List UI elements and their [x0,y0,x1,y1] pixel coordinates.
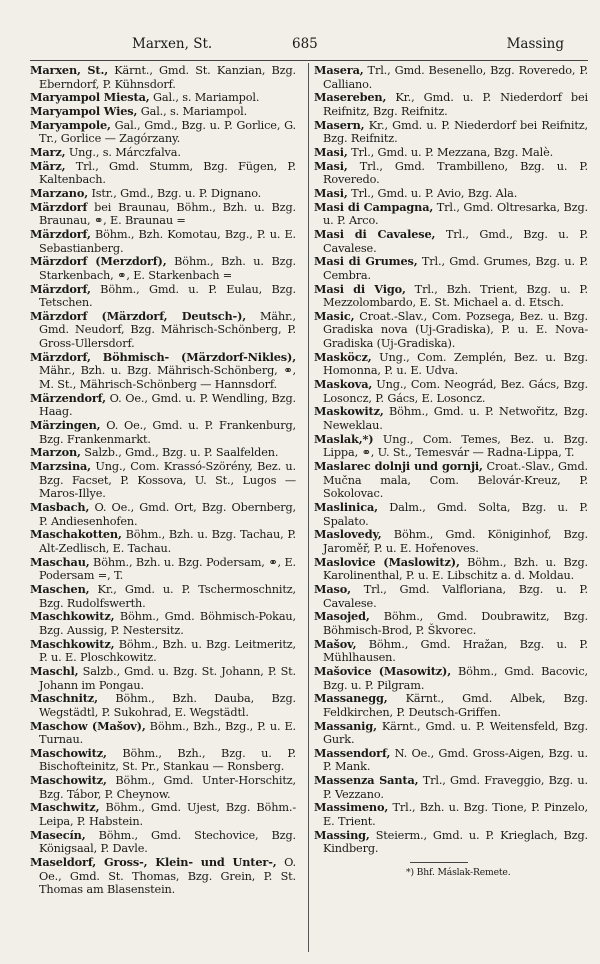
gazetteer-entry [314,255,588,282]
entry-description: Mähr., Gmd. Neudorf, Bzg. Mährisch-Schönberg, P. Gross-Ullersdorf. [39,309,296,351]
entry-description: Salzb., Gmd., Bzg. u. P. Saalfelden. [80,446,279,460]
entry-description: N. Oe., Gmd. Gross-Aigen, Bzg. u. P. Mank. [323,746,588,774]
entry-description: Trl., Bzh. Trient, Bzg. u. P. Mezzolombardo, E. St. Michael a. d. Etsch. [323,282,588,310]
entry-description: Kr., Gmd. u. P. Niederdorf bei Reifnitz, Bzg. Reifnitz. [323,91,588,118]
entry-name: Maschowitz, [30,745,107,760]
gazetteer-entry [314,747,588,774]
entry-name: Marz, [30,144,66,159]
entry-name: Masi, [314,144,348,159]
gazetteer-entry [314,351,588,378]
entry-description: Böhm., Gmd. Königinhof, Bzg. Jaroměř, P. u. E. Hořenoves. [323,528,588,555]
entry-name: Masi di Campagna, [314,199,434,214]
gazetteer-entry [30,105,296,119]
entry-description: Trl., Gmd. Grumes, Bzg. u. P. Cembra. [323,255,588,282]
entry-name: Märzdorf [30,199,88,214]
gazetteer-entry [314,829,588,856]
entry-name: Maslinica, [314,500,378,514]
gazetteer-entry [314,310,588,351]
entry-description: Böhm., Gmd. Doubrawitz, Bzg. Böhmisch-Brod, P. Škvorec. [323,610,588,637]
entry-name: Märzingen, [30,418,101,433]
right-column-entries [314,64,588,856]
entry-description: Gal., s. Mariampol. [137,104,248,118]
entry-name: Maskova, [314,377,373,392]
entry-description: Croat.-Slav., Com. Pozsega, Bez. u. Bzg. Gradiska nova (Uj-Gradiska), P. u. E. Nova-Gradiska (Uj-Gradiska). [323,309,588,351]
entry-description: Ung., Com. Krassó-Szörény, Bez. u. Bzg. Facset, P. Kossova, U. St., Lugos — Maros-Illye. [39,460,296,501]
entry-description: Trl., Gmd. Valfloriana, Bzg. u. P. Cavalese. [323,582,588,610]
entry-description: Trl., Gmd., Bzg. u. P. Cavalese. [323,227,589,255]
entry-name: Massing, [314,827,370,842]
gazetteer-entry [314,146,588,160]
entry-description: Trl., Bzh. u. Bzg. Tione, P. Pinzelo, E. Trient. [323,801,588,829]
gazetteer-entry [30,255,296,282]
gazetteer-entry [30,856,296,897]
gazetteer-entry [314,283,588,310]
gazetteer-entry [30,419,296,446]
gazetteer-entry [314,665,588,692]
gazetteer-entry [30,774,296,801]
entry-name: Mašov, [314,636,357,651]
entry-name: Masera, [314,63,364,77]
gazetteer-entry [314,556,588,583]
entry-description: Kärnt., Gmd. St. Kanzian, Bzg. Eberndorf, P. Kühnsdorf. [39,64,296,91]
entry-description: Gal., Gmd., Bzg. u. P. Gorlice, G. Tr., Gorlice — Zagórzany. [39,118,296,146]
entry-name: Maschkowitz, [30,636,115,651]
entry-name: Masojed, [314,609,370,624]
entry-description: Böhm., Bzh. Komotau, Bzg., P. u. E. Sebastianberg. [39,227,296,255]
entry-description: Böhm., Bzh. u. Bzg. Leitmeritz, P. u. E. Ploschkowitz. [39,637,296,665]
entry-name: Masic, [314,308,355,323]
entry-description: Steierm., Gmd. u. P. Krieglach, Bzg. Kindberg. [323,828,588,856]
entry-description: Trl., Gmd. u. P. Avio, Bzg. Ala. [347,186,518,200]
entry-description: Kr., Gmd. u. P. Tschermoschnitz, Bzg. Rudolfswerth. [39,582,296,610]
entry-name: Mašovice (Masowitz), [314,663,452,678]
gazetteer-entry [30,460,296,501]
entry-description: Böhm., Gmd. u. P. Netwořitz, Bzg. Neweklau. [323,405,588,433]
gazetteer-entry [30,446,296,460]
entry-description: Trl., Gmd. Oltresarka, Bzg. u. P. Arco. [323,200,588,228]
entry-description: Böhm., Gmd. Hražan, Bzg. u. P. Mühlhausen. [323,637,588,665]
entry-name: Märzdorf, [30,281,91,296]
entry-name: Marxen, St., [30,63,109,77]
gazetteer-entry [30,201,296,228]
entry-description: Böhm., Gmd. Unter-Horschitz, Bzg. Tábor, P. Cheynow. [39,774,296,801]
gazetteer-entry [30,801,296,828]
gazetteer-entry [314,160,588,187]
entry-name: Maschen, [30,581,90,596]
gazetteer-entry [30,501,296,528]
entry-description: Trl., Gmd. Stumm, Bzg. Fügen, P. Kaltenbach. [39,159,296,187]
gazetteer-entry [30,160,296,187]
entry-name: Marzsina, [30,459,91,474]
gazetteer-entry [30,665,296,692]
entry-description: Böhm., Bzh., Bzg. u. P. Bischofteinitz, St. Pr., Stankau — Ronsberg. [39,746,296,774]
entry-description: O. Oe., Gmd. St. Thomas, Bzg. Grein, P. St. Thomas am Blasenstein. [39,856,296,897]
header-first-entry: Marxen, St. [132,36,213,52]
entry-description: Kr., Gmd. u. P. Niederdorf bei Reifnitz, Bzg. Reifnitz. [323,118,588,146]
gazetteer-entry [314,610,588,637]
entry-name: Masi, [314,185,348,200]
running-header [30,36,586,58]
entry-name: Massenza Santa, [314,773,419,788]
entry-description: Trl., Gmd. u. P. Mezzana, Bzg. Malè. [347,145,554,159]
gazetteer-entry [314,187,588,201]
gazetteer-entry [314,774,588,801]
entry-name: Märzdorf, [30,226,91,241]
entry-name: Maso, [314,581,351,596]
entry-name: Maslak,*) [314,431,374,446]
entry-name: Maschl, [30,663,79,678]
entry-name: Masi di Cavalese, [314,226,436,241]
entry-name: Maschkowitz, [30,609,115,624]
entry-name: Maschnitz, [30,691,98,706]
entry-description: O. Oe., Gmd. u. P. Frankenburg, Bzg. Frankenmarkt. [39,419,296,446]
entry-description: Istr., Gmd., Bzg. u. P. Dignano. [88,186,262,200]
gazetteer-entry [30,283,296,310]
entry-description: Dalm., Gmd. Solta, Bzg. u. P. Spalato. [323,501,588,528]
entry-description: Kärnt., Gmd. u. P. Weitensfeld, Bzg. Gurk. [323,719,588,747]
entry-name: Maschau, [30,554,90,569]
entry-description: Gal., s. Mariampol. [149,91,260,105]
entry-description: Böhm., Bzh. u. Bzg. Starkenbach, ⚭, E. Starkenbach = [39,255,296,282]
gazetteer-entry [314,501,588,528]
entry-name: Masern, [314,117,365,132]
gazetteer-entry [30,310,296,351]
gazetteer-entry [30,392,296,419]
gazetteer-entry [314,638,588,665]
entry-description: Böhm., Gmd. Böhmisch-Pokau, Bzg. Aussig, P. Nestersitz. [39,610,296,637]
entry-name: Masi, [314,158,348,173]
gazetteer-entry [30,228,296,255]
gazetteer-entry [30,119,296,146]
gazetteer-entry [30,91,296,105]
gazetteer-entry [30,146,296,160]
gazetteer-entry [30,747,296,774]
entry-description: Böhm., Bzh. u. Bzg. Podersam, ⚭, E. Podersam =, T. [39,555,296,583]
entry-description: Ung., Com. Zemplén, Bez. u. Bzg. Homonna, P. u. E. Udva. [323,350,588,378]
entry-name: Masbach, [30,500,90,514]
entry-description: O. Oe., Gmd. Ort, Bzg. Obernberg, P. Andiesenhofen. [39,501,296,528]
entry-name: Maseldorf, Gross-, Klein- und Unter-, [30,855,277,870]
entry-description: Trl., Gmd. Trambilleno, Bzg. u. P. Roveredo. [323,159,588,187]
gazetteer-entry [30,638,296,665]
gazetteer-entry [30,829,296,856]
right-column [314,64,588,879]
entry-description: Böhm., Gmd. u. P. Eulau, Bzg. Tetschen. [39,282,296,310]
entry-description: Kärnt., Gmd. Albek, Bzg. Feldkirchen, P. Deutsch-Griffen. [323,692,588,719]
gazetteer-entry [314,378,588,405]
left-column [30,64,296,897]
entry-description: Böhm., Bzh. u. Bzg. Tachau, P. Alt-Zedlisch, E. Tachau. [39,528,296,555]
entry-description: Mähr., Bzh. u. Bzg. Mährisch-Schönberg, ⚭, M. St., Mährisch-Schönberg — Hannsdorf. [39,364,296,392]
entry-name: Maslovice (Maslowitz), [314,554,460,569]
entry-description: Ung., Com. Temes, Bez. u. Bzg. Lippa, ⚭, U. St., Temesvár — Radna-Lippa, T. [323,432,588,460]
gazetteer-entry [314,801,588,828]
entry-name: Maslovedy, [314,527,382,542]
gazetteer-entry [30,187,296,201]
entry-description: Trl., Gmd. Fraveggio, Bzg. u. P. Vezzano. [323,774,588,801]
gazetteer-entry [314,692,588,719]
gazetteer-entry [30,610,296,637]
header-rule [30,60,588,61]
entry-description: bei Braunau, Böhm., Bzh. u. Bzg. Braunau, ⚭, E. Braunau = [39,200,296,228]
entry-description: Böhm., Bzh. u. Bzg. Karolinenthal, P. u. E. Libschitz a. d. Moldau. [323,555,588,583]
gazetteer-entry [30,556,296,583]
entry-name: Maschwitz, [30,800,100,815]
entry-description: Böhm., Gmd. Ujest, Bzg. Böhm.-Leipa, P. Habstein. [39,801,296,829]
gazetteer-entry [30,351,296,392]
entry-name: Maryampole, [30,117,111,132]
entry-description: Ung., s. Márczfalva. [65,145,181,159]
entry-name: Maskowitz, [314,404,384,419]
entry-name: März, [30,158,66,173]
entry-name: Massimeno, [314,800,389,815]
gazetteer-entry [30,528,296,555]
entry-name: Maschow (Mašov), [30,718,146,733]
entry-description: Croat.-Slav., Gmd. Mučna mala, Com. Belovár-Kreuz, P. Sokolovac. [323,460,588,501]
entry-name: Masi di Grumes, [314,254,418,269]
gazetteer-entry [314,201,588,228]
gazetteer-entry [314,433,588,460]
entry-name: Maschowitz, [30,773,107,788]
entry-name: Maschakotten, [30,527,122,542]
gazetteer-entry [314,720,588,747]
gazetteer-entry [314,228,588,255]
gazetteer-entry [314,64,588,91]
entry-name: Masereben, [314,90,387,105]
entry-name: Märzdorf (Märzdorf, Deutsch-), [30,308,247,323]
entry-name: Masi di Vigo, [314,281,406,296]
entry-name: Maslarec dolnji und gornji, [314,459,483,474]
gazetteer-entry [314,460,588,501]
entry-description: Ung., Com. Neográd, Bez. Gács, Bzg. Losoncz, P. Gács, E. Losoncz. [323,378,588,405]
entry-name: Maryampol Miesta, [30,90,150,105]
entry-description: Böhm., Gmd. Stechovice, Bzg. Königsaal, P. Davle. [39,828,296,856]
entry-name: Marzon, [30,445,81,460]
column-divider [308,63,309,952]
entry-description: Böhm., Bzh., Bzg., P. u. E. Turnau. [39,719,296,747]
entry-name: Massanegg, [314,691,388,706]
gazetteer-entry [30,583,296,610]
gazetteer-entry [314,119,588,146]
entry-name: Märzdorf, Böhmisch- (Märzdorf-Nikles), [30,349,296,364]
gazetteer-entry [30,64,296,91]
gazetteer-entry [314,405,588,432]
entry-description: Böhm., Gmd. Bacovic, Bzg. u. P. Pilgram. [323,664,588,692]
gazetteer-entry [30,720,296,747]
entry-description: O. Oe., Gmd. u. P. Wendling, Bzg. Haag. [39,391,296,419]
entry-name: Marzano, [30,185,88,200]
footnote-rule [410,862,468,863]
entry-description: Trl., Gmd. Besenello, Bzg. Roveredo, P. Calliano. [323,64,588,91]
entry-name: Masköcz, [314,349,372,364]
gazetteer-entry [314,583,588,610]
entry-name: Massendorf, [314,745,391,760]
entry-name: Masecín, [30,827,86,842]
entry-name: Märzdorf (Merzdorf), [30,254,167,269]
entry-description: Salzb., Gmd. u. Bzg. St. Johann, P. St. Johann im Pongau. [39,664,296,692]
entry-name: Märzendorf, [30,390,106,405]
entry-name: Maryampol Wies, [30,103,138,118]
header-last-entry: Massing [506,36,564,52]
page-number: 685 [292,36,318,52]
entry-name: Massanig, [314,718,377,733]
gazetteer-entry [30,692,296,719]
entry-description: Böhm., Bzh. Dauba, Bzg. Wegstädtl, P. Sukohrad, E. Wegstädtl. [39,692,296,719]
gazetteer-entry [314,528,588,555]
footnote: *) Bhf. Máslak-Remete. [406,867,511,879]
gazetteer-entry [314,91,588,118]
